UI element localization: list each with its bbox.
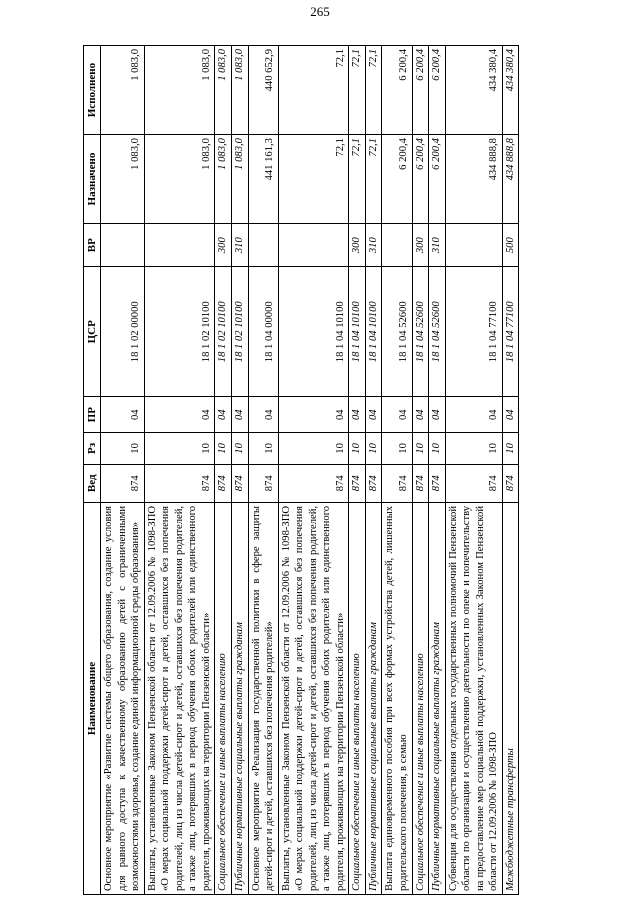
cell-pr: 04: [382, 397, 412, 433]
page-number: 265: [310, 4, 330, 19]
header-pr: ПР: [84, 397, 101, 433]
cell-assigned: 1 083,0: [215, 135, 232, 224]
cell-assigned: 434 888,8: [445, 135, 502, 224]
cell-ved: 874: [412, 464, 429, 502]
cell-name: Выплата единовременного пособия при всех формах устройства детей, лишенных родительского попечения, в семью: [382, 502, 412, 894]
cell-executed: 72,1: [365, 46, 382, 135]
header-ved: Вед: [84, 464, 101, 502]
cell-name: Публичные нормативные социальные выплаты гражданам: [232, 502, 249, 894]
cell-pr: 04: [349, 397, 366, 433]
cell-vr: 300: [215, 224, 232, 267]
cell-name: Социальное обеспечение и иные выплаты населению: [349, 502, 366, 894]
cell-name: Публичные нормативные социальные выплаты гражданам: [429, 502, 446, 894]
cell-rz: 10: [232, 433, 249, 464]
cell-assigned: 441 161,3: [248, 135, 278, 224]
table-row: [248, 46, 278, 895]
cell-ved: 874: [429, 464, 446, 502]
cell-pr: 04: [412, 397, 429, 433]
cell-ved: 874: [248, 464, 278, 502]
cell-assigned: 72,1: [365, 135, 382, 224]
cell-ved: 874: [349, 464, 366, 502]
cell-vr: 300: [349, 224, 366, 267]
cell-pr: 04: [502, 397, 519, 433]
cell-name: Субвенция для осуществления отдельных государственных полномочий Пензенской области по организации и осуществлению деятельности по опеке и попечительству на предоставление мер социальной поддержки, установленных Законом Пензенской области от 12.09.2006 № 1098-ЗПО: [445, 502, 502, 894]
cell-executed: 1 083,0: [215, 46, 232, 135]
cell-pr: 04: [248, 397, 278, 433]
cell-assigned: 434 888,8: [502, 135, 519, 224]
cell-vr: 300: [412, 224, 429, 267]
cell-rz: 10: [412, 433, 429, 464]
header-csr: ЦСР: [84, 267, 101, 397]
cell-rz: 10: [382, 433, 412, 464]
cell-pr: 04: [144, 397, 215, 433]
cell-ved: 874: [101, 464, 145, 502]
cell-pr: 04: [278, 397, 349, 433]
cell-executed: 6 200,4: [412, 46, 429, 135]
cell-assigned: 6 200,4: [429, 135, 446, 224]
cell-name: Социальное обеспечение и иные выплаты населению: [215, 502, 232, 894]
header-name: Наименование: [84, 502, 101, 894]
cell-vr: 310: [365, 224, 382, 267]
cell-executed: 72,1: [278, 46, 349, 135]
cell-executed: 434 380,4: [445, 46, 502, 135]
cell-csr: 18 1 04 52600: [382, 267, 412, 397]
cell-name: Основное мероприятие «Развитие системы общего образования, создание условия для равного доступа к качественному образованию детей с ограниченными возможностями здоровья, создание единой информационной среды образования»: [101, 502, 145, 894]
cell-pr: 04: [215, 397, 232, 433]
cell-csr: 18 1 04 10100: [349, 267, 366, 397]
rotated-table-container: [83, 45, 608, 895]
cell-assigned: 6 200,4: [382, 135, 412, 224]
cell-rz: 10: [429, 433, 446, 464]
cell-executed: 440 652,9: [248, 46, 278, 135]
cell-executed: 6 200,4: [429, 46, 446, 135]
cell-vr: [445, 224, 502, 267]
cell-csr: 18 1 04 52600: [412, 267, 429, 397]
cell-csr: 18 1 04 77100: [445, 267, 502, 397]
cell-name: Выплаты, установленные Законом Пензенской области от 12.09.2006 № 1098-ЗПО «О мерах социальной поддержки детей-сирот и детей, оставшихся без попечения родителей, лиц из числа детей-сирот и детей, оставшихся без попечения родителей, а также лиц, потерявших в период обучения обоих родителей или единственного родителя, проживающих на территории Пензенской области»: [144, 502, 215, 894]
cell-ved: 874: [144, 464, 215, 502]
table-row: [365, 46, 382, 895]
cell-csr: 18 1 02 10100: [215, 267, 232, 397]
cell-ved: 874: [232, 464, 249, 502]
cell-name: Выплаты, установленные Законом Пензенской области от 12.09.2006 № 1098-ЗПО «О мерах социальной поддержки детей-сирот и детей, оставшихся без попечения родителей, лиц из числа детей-сирот и детей, оставшихся без попечения родителей, а также лиц, потерявших в период обучения обоих родителей или единственного родителя, проживающих на территории Пензенской области»: [278, 502, 349, 894]
cell-name: Основное мероприятие «Реализация государственной политики в сфере защиты детей-сирот и детей, оставшихся без попечения родителей»: [248, 502, 278, 894]
cell-executed: 1 083,0: [101, 46, 145, 135]
cell-csr: 18 1 02 00000: [101, 267, 145, 397]
table-row: [101, 46, 145, 895]
cell-rz: 10: [445, 433, 502, 464]
cell-csr: 18 1 04 10100: [278, 267, 349, 397]
cell-assigned: 1 083,0: [144, 135, 215, 224]
table-row: [382, 46, 412, 895]
cell-rz: 10: [248, 433, 278, 464]
cell-rz: 10: [215, 433, 232, 464]
cell-vr: 310: [232, 224, 249, 267]
table-body: [101, 46, 519, 895]
cell-rz: 10: [349, 433, 366, 464]
cell-vr: [382, 224, 412, 267]
cell-assigned: 72,1: [278, 135, 349, 224]
cell-vr: [101, 224, 145, 267]
cell-rz: 10: [278, 433, 349, 464]
cell-ved: 874: [382, 464, 412, 502]
cell-csr: 18 1 04 77100: [502, 267, 519, 397]
table-row: [429, 46, 446, 895]
cell-csr: 18 1 02 10100: [232, 267, 249, 397]
table-row: [215, 46, 232, 895]
budget-table: [83, 45, 519, 895]
cell-pr: 04: [429, 397, 446, 433]
cell-rz: 10: [502, 433, 519, 464]
cell-ved: 874: [445, 464, 502, 502]
cell-rz: 10: [101, 433, 145, 464]
cell-executed: 1 083,0: [232, 46, 249, 135]
cell-name: Социальное обеспечение и иные выплаты населению: [412, 502, 429, 894]
cell-assigned: 1 083,0: [101, 135, 145, 224]
cell-assigned: 72,1: [349, 135, 366, 224]
table-row: [502, 46, 519, 895]
cell-csr: 18 1 02 10100: [144, 267, 215, 397]
cell-vr: [144, 224, 215, 267]
header-rz: Рз: [84, 433, 101, 464]
cell-executed: 1 083,0: [144, 46, 215, 135]
table-header-row: [84, 46, 101, 895]
cell-name: Публичные нормативные социальные выплаты гражданам: [365, 502, 382, 894]
cell-csr: 18 1 04 00000: [248, 267, 278, 397]
cell-csr: 18 1 04 10100: [365, 267, 382, 397]
table-row: [412, 46, 429, 895]
cell-assigned: 1 083,0: [232, 135, 249, 224]
cell-executed: 434 380,4: [502, 46, 519, 135]
table-row: [349, 46, 366, 895]
cell-ved: 874: [215, 464, 232, 502]
cell-executed: 72,1: [349, 46, 366, 135]
table-row: [445, 46, 502, 895]
cell-executed: 6 200,4: [382, 46, 412, 135]
cell-pr: 04: [232, 397, 249, 433]
cell-vr: [278, 224, 349, 267]
cell-csr: 18 1 04 52600: [429, 267, 446, 397]
cell-ved: 874: [365, 464, 382, 502]
cell-vr: 500: [502, 224, 519, 267]
table-row: [144, 46, 215, 895]
cell-pr: 04: [365, 397, 382, 433]
cell-assigned: 6 200,4: [412, 135, 429, 224]
cell-rz: 10: [144, 433, 215, 464]
header-executed: Исполнено: [84, 46, 101, 135]
cell-ved: 874: [502, 464, 519, 502]
cell-vr: 310: [429, 224, 446, 267]
cell-vr: [248, 224, 278, 267]
header-vr: ВР: [84, 224, 101, 267]
cell-rz: 10: [365, 433, 382, 464]
cell-pr: 04: [101, 397, 145, 433]
cell-pr: 04: [445, 397, 502, 433]
cell-name: Межбюджетные трансферты: [502, 502, 519, 894]
header-assigned: Назначено: [84, 135, 101, 224]
cell-ved: 874: [278, 464, 349, 502]
table-row: [232, 46, 249, 895]
table-row: [278, 46, 349, 895]
